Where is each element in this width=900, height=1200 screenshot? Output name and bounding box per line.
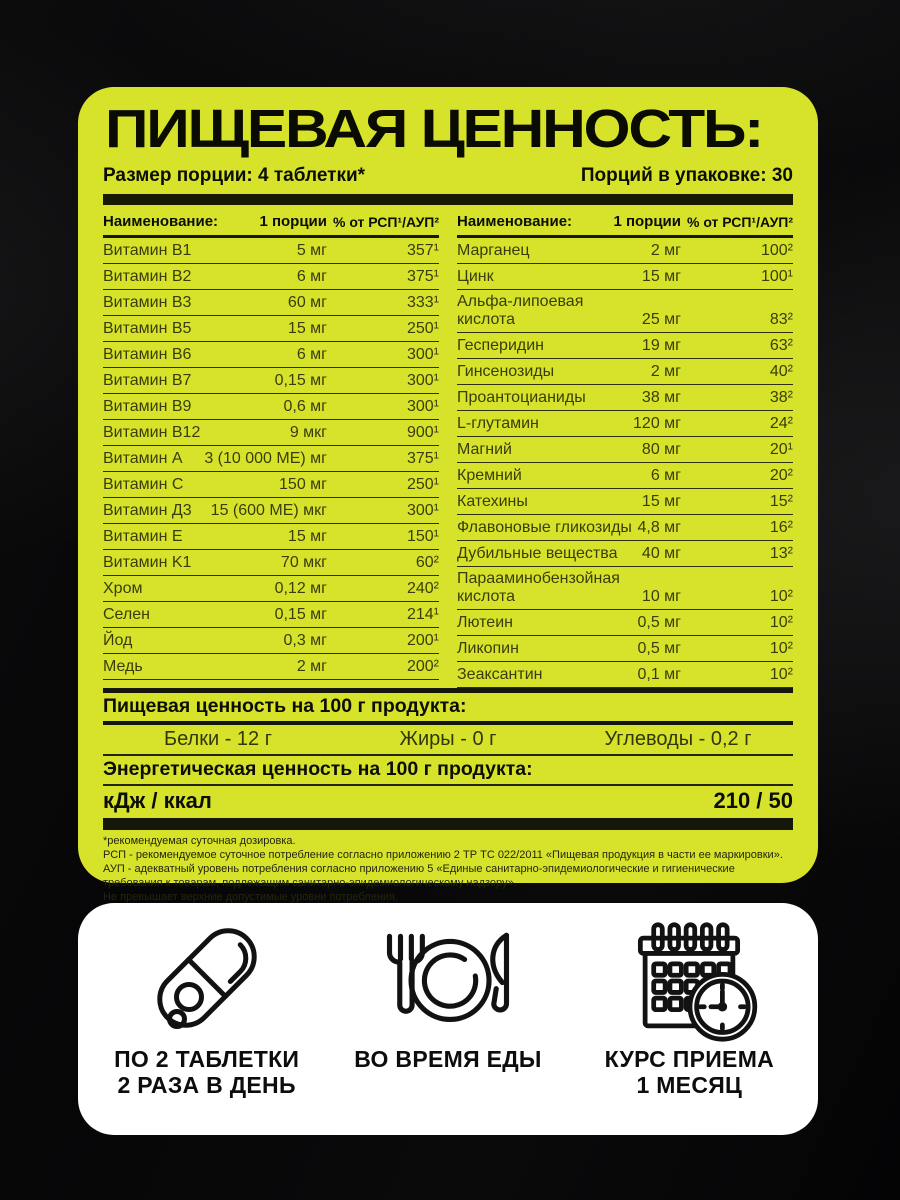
energy-row <box>103 786 793 818</box>
nutrient-percent: 15² <box>769 492 793 510</box>
nutrient-amount: 2 мг <box>650 362 681 380</box>
nutrient-amount: 9 мкг <box>289 423 327 441</box>
nutrient-percent: 375¹ <box>406 267 439 285</box>
nutrient-percent: 333¹ <box>406 293 439 311</box>
energy-value: 210 / 50 <box>713 787 793 813</box>
nutrient-amount: 0,5 мг <box>637 613 681 631</box>
nutrient-percent: 16² <box>769 518 793 536</box>
nutrient-amount: 0,15 мг <box>274 605 327 623</box>
table-row <box>103 368 439 394</box>
table-row <box>457 636 793 662</box>
dosage-label <box>114 1046 299 1098</box>
nutrient-percent: 10² <box>769 613 793 631</box>
nutrient-amount: 0,6 мг <box>283 397 327 415</box>
nutrient-name: Витамин K1 <box>103 553 192 571</box>
pill-icon <box>132 919 282 1043</box>
nutrient-amount: 6 мг <box>650 466 681 484</box>
usage-instructions-card <box>78 903 818 1135</box>
nutrient-percent: 100¹ <box>760 267 793 285</box>
table-row <box>103 576 439 602</box>
divider-bar-bottom <box>103 818 793 830</box>
footnote-line: Не превышает верхние допустимые уровни потребления. <box>103 890 399 903</box>
nutrient-tables <box>103 211 793 688</box>
nutrient-percent: 200¹ <box>406 631 439 649</box>
nutrient-percent: 13² <box>769 544 793 562</box>
nutrient-amount: 0,12 мг <box>274 579 327 597</box>
usage-with-food <box>327 919 568 1135</box>
table-row <box>457 463 793 489</box>
nutrient-percent: 300¹ <box>406 345 439 363</box>
col-header-name: Наименование: <box>457 212 573 230</box>
nutrient-name: Хром <box>103 579 143 597</box>
table-row <box>457 290 793 333</box>
nutrient-name: Витамин А <box>103 449 183 467</box>
nutrient-amount: 3 (10 000 МЕ) мг <box>204 449 327 467</box>
footnote-line: РСП - рекомендуемое суточное потребление согласно приложению 2 ТР ТС 022/2011 «Пищевая продукция в части ее маркировки». <box>103 848 783 861</box>
energy-label: кДж / ккал <box>103 787 212 813</box>
table-row <box>457 333 793 359</box>
col-header-amount: 1 порции <box>613 212 681 230</box>
nutrient-name: Ликопин <box>457 639 519 657</box>
nutrient-name: Йод <box>103 631 133 649</box>
nutrient-name: Витамин C <box>103 475 184 493</box>
nutrient-amount: 60 мг <box>287 293 327 311</box>
nutrient-name: Магний <box>457 440 512 458</box>
course-line-2: 1 МЕСЯЦ <box>636 1071 743 1098</box>
nutrient-name: Катехины <box>457 492 528 510</box>
nutrient-name: Витамин B9 <box>103 397 192 415</box>
footnote-line: АУП - адекватный уровень потребления согласно приложению 5 «Единые санитарно-эпидемиологические и гигиенические <box>103 862 735 875</box>
footnote-line: *рекомендуемая суточная дозировка. <box>103 834 296 847</box>
table-row <box>457 437 793 463</box>
nutrient-amount: 150 мг <box>279 475 327 493</box>
nutrient-name: Кремний <box>457 466 522 484</box>
nutrient-name: Флавоновые гликозиды <box>457 518 632 536</box>
nutrient-name: Парааминобензойная кислота <box>457 569 620 605</box>
table-row <box>103 420 439 446</box>
table-row <box>457 359 793 385</box>
table-row <box>103 472 439 498</box>
per100-title: Пищевая ценность на 100 г продукта: <box>103 694 467 717</box>
nutrient-amount: 0,1 мг <box>637 665 681 683</box>
nutrient-amount: 15 мг <box>287 527 327 545</box>
nutrient-percent: 63² <box>769 336 793 354</box>
table-row <box>103 602 439 628</box>
nutrient-amount: 2 мг <box>650 241 681 259</box>
nutrient-percent: 83² <box>769 310 793 328</box>
nutrient-percent: 250¹ <box>406 475 439 493</box>
table-row <box>103 342 439 368</box>
table-row <box>103 316 439 342</box>
nutrient-amount: 120 мг <box>633 414 681 432</box>
nutrient-amount: 0,3 мг <box>283 631 327 649</box>
nutrient-name: Витамин B3 <box>103 293 192 311</box>
carb-value: Углеводы - 0,2 г <box>604 727 752 750</box>
table-row <box>103 498 439 524</box>
nutrient-percent: 300¹ <box>406 501 439 519</box>
nutrient-amount: 40 мг <box>641 544 681 562</box>
table-row <box>457 489 793 515</box>
nutrient-amount: 15 (600 МЕ) мкг <box>210 501 327 519</box>
nutrient-percent: 38² <box>769 388 793 406</box>
table-row <box>103 290 439 316</box>
nutrient-name: Витамин B1 <box>103 241 192 259</box>
divider-bar-top <box>103 194 793 205</box>
nutrient-table-right <box>457 211 793 688</box>
table-body-right <box>457 238 793 688</box>
nutrient-name: Зеаксантин <box>457 665 543 683</box>
table-row <box>457 662 793 688</box>
nutrient-percent: 300¹ <box>406 397 439 415</box>
serving-size: Размер порции: 4 таблетки* <box>103 164 366 186</box>
with-food-line-1: ВО ВРЕМЯ ЕДЫ <box>354 1046 542 1072</box>
table-row <box>457 610 793 636</box>
nutrient-percent: 40² <box>769 362 793 380</box>
nutrient-amount: 38 мг <box>641 388 681 406</box>
col-header-amount: 1 порции <box>259 212 327 230</box>
nutrient-amount: 70 мкг <box>280 553 327 571</box>
table-row <box>457 411 793 437</box>
nutrient-amount: 15 мг <box>641 492 681 510</box>
nutrient-amount: 4,8 мг <box>637 518 681 536</box>
nutrient-amount: 0,5 мг <box>637 639 681 657</box>
table-row <box>103 628 439 654</box>
nutrient-amount: 6 мг <box>296 345 327 363</box>
nutrient-name: Витамин B12 <box>103 423 201 441</box>
nutrient-percent: 250¹ <box>406 319 439 337</box>
nutrient-name: Витамин Е <box>103 527 183 545</box>
nutrient-amount: 10 мг <box>641 587 681 605</box>
nutrient-name: Витамин Д3 <box>103 501 192 519</box>
nutrient-percent: 60² <box>415 553 439 571</box>
nutrient-table-left <box>103 211 439 688</box>
nutrient-percent: 300¹ <box>406 371 439 389</box>
serving-row <box>103 165 793 187</box>
nutrient-percent: 20² <box>769 466 793 484</box>
nutrient-percent: 100² <box>760 241 793 259</box>
nutrient-percent: 10² <box>769 587 793 605</box>
table-header-right <box>457 211 793 238</box>
nutrient-name: Марганец <box>457 241 530 259</box>
table-row <box>457 238 793 264</box>
nutrient-percent: 240² <box>406 579 439 597</box>
nutrient-amount: 15 мг <box>641 267 681 285</box>
nutrient-amount: 19 мг <box>641 336 681 354</box>
nutrient-name: Гинсенозиды <box>457 362 555 380</box>
table-row <box>103 654 439 680</box>
nutrient-percent: 900¹ <box>406 423 439 441</box>
nutrient-name: Лютеин <box>457 613 513 631</box>
dosage-line-1: ПО 2 ТАБЛЕТКИ <box>114 1046 300 1072</box>
plate-cutlery-icon <box>368 919 528 1043</box>
nutrient-amount: 80 мг <box>641 440 681 458</box>
table-row <box>457 264 793 290</box>
nutrient-percent: 375¹ <box>406 449 439 467</box>
nutrient-percent: 10² <box>769 639 793 657</box>
nutrient-percent: 24² <box>769 414 793 432</box>
nutrient-amount: 15 мг <box>287 319 327 337</box>
table-row <box>103 550 439 576</box>
nutrient-name: Витамин B7 <box>103 371 192 389</box>
footnote-line: требования к товарам, подлежащим санитарно-эпидемиологическому надзору». <box>103 876 517 889</box>
nutrient-name: Медь <box>103 657 143 675</box>
nutrient-percent: 200² <box>406 657 439 675</box>
nutrient-name: Витамин B6 <box>103 345 192 363</box>
col-header-percent: % от РСП¹/АУП² <box>686 213 793 230</box>
calendar-clock-icon <box>609 919 769 1043</box>
table-body-left <box>103 238 439 680</box>
page-title: ПИЩЕВАЯ ЦЕННОСТЬ: <box>105 99 763 159</box>
table-row <box>103 394 439 420</box>
table-row <box>457 541 793 567</box>
table-row <box>457 385 793 411</box>
usage-dosage <box>86 919 327 1135</box>
nutrient-name: Витамин B5 <box>103 319 192 337</box>
nutrient-name: Гесперидин <box>457 336 544 354</box>
nutrient-amount: 0,15 мг <box>274 371 327 389</box>
protein-value: Белки - 12 г <box>163 727 273 750</box>
nutrient-name: Проантоцианиды <box>457 388 586 406</box>
nutrient-amount: 25 мг <box>641 310 681 328</box>
table-row <box>103 446 439 472</box>
nutrient-name: L-глутамин <box>457 414 539 432</box>
usage-course <box>569 919 810 1135</box>
fat-value: Жиры - 0 г <box>399 727 497 750</box>
course-label <box>605 1046 775 1098</box>
nutrient-name: Витамин B2 <box>103 267 192 285</box>
table-row <box>103 238 439 264</box>
course-line-1: КУРС ПРИЕМА <box>604 1046 775 1072</box>
nutrient-amount: 2 мг <box>296 657 327 675</box>
nutrient-percent: 214¹ <box>406 605 439 623</box>
col-header-name: Наименование: <box>103 212 219 230</box>
nutrient-percent: 20¹ <box>769 440 793 458</box>
table-row <box>103 264 439 290</box>
table-header-left <box>103 211 439 238</box>
nutrient-name: Альфа-липоевая кислота <box>457 292 584 328</box>
nutrient-amount: 6 мг <box>296 267 327 285</box>
nutrient-name: Цинк <box>457 267 494 285</box>
nutrient-percent: 150¹ <box>406 527 439 545</box>
col-header-percent: % от РСП¹/АУП² <box>332 213 439 230</box>
nutrient-amount: 5 мг <box>296 241 327 259</box>
nutrient-name: Дубильные вещества <box>457 544 618 562</box>
dosage-line-2: 2 РАЗА В ДЕНЬ <box>117 1071 296 1098</box>
table-row <box>457 515 793 541</box>
nutrition-facts-card <box>78 87 818 903</box>
footnotes <box>103 835 793 905</box>
table-row <box>457 567 793 610</box>
servings-per-pack: Порций в упаковке: 30 <box>580 164 793 186</box>
energy-title: Энергетическая ценность на 100 г продукта: <box>103 757 533 780</box>
nutrient-percent: 357¹ <box>406 241 439 259</box>
macro-row <box>103 725 793 754</box>
nutrient-name: Селен <box>103 605 150 623</box>
table-row <box>103 524 439 550</box>
with-food-label <box>354 1046 542 1072</box>
nutrient-percent: 10² <box>769 665 793 683</box>
